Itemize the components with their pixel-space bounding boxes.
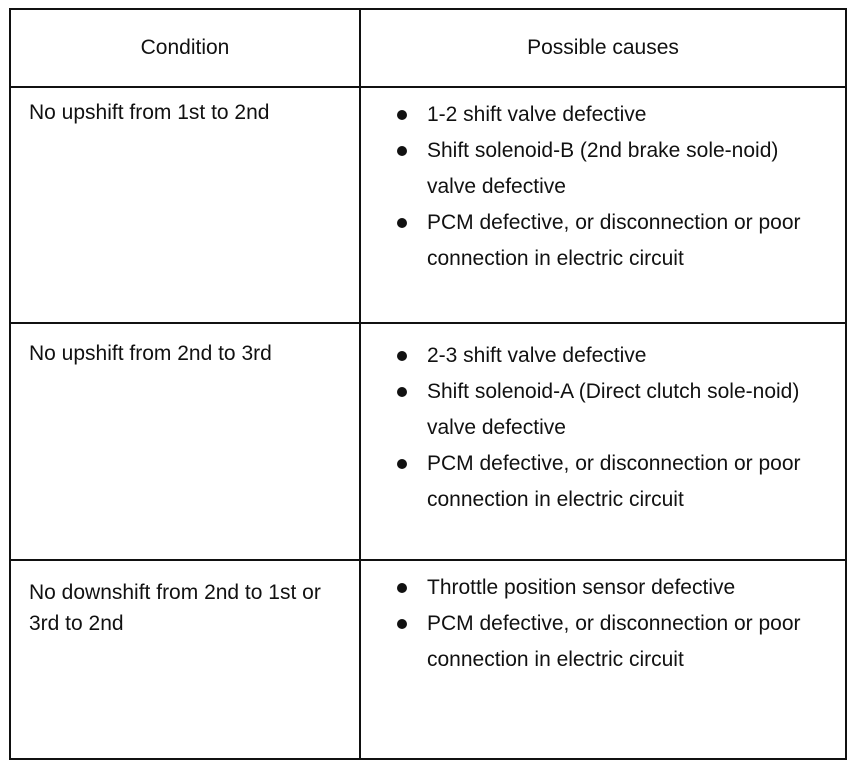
row-condition: No upshift from 2nd to 3rd (29, 342, 272, 365)
cause-text: PCM defective, or disconnection or poor connection in electric circuit (427, 211, 801, 270)
cause-text: Throttle position sensor defective (427, 576, 736, 599)
row-condition: No upshift from 1st to 2nd (29, 101, 270, 124)
cause-text: PCM defective, or disconnection or poor connection in electric circuit (427, 612, 801, 671)
cause-text: 1-2 shift valve defective (427, 103, 647, 126)
header-divider (11, 86, 845, 88)
row-causes-list (393, 97, 833, 277)
bullet-icon (397, 459, 407, 469)
list-item (393, 338, 833, 374)
list-item (393, 97, 833, 133)
header-condition: Condition (140, 36, 230, 59)
row-condition: No downshift from 2nd to 1st or 3rd to 2nd (29, 581, 321, 635)
bullet-icon (397, 583, 407, 593)
row-causes-list (393, 570, 833, 678)
list-item (393, 374, 833, 446)
bullet-icon (397, 619, 407, 629)
bullet-icon (397, 146, 407, 156)
cause-text: PCM defective, or disconnection or poor connection in electric circuit (427, 452, 801, 511)
list-item (393, 606, 833, 678)
cause-text: Shift solenoid-A (Direct clutch sole-noid) valve defective (427, 380, 800, 439)
list-item (393, 570, 833, 606)
row-divider (11, 322, 845, 324)
list-item (393, 205, 833, 277)
bullet-icon (397, 387, 407, 397)
cause-text: Shift solenoid-B (2nd brake sole-noid) valve defective (427, 139, 779, 198)
row-causes-list (393, 338, 833, 518)
header-possible-causes: Possible causes (527, 36, 679, 59)
list-item (393, 133, 833, 205)
bullet-icon (397, 218, 407, 228)
list-item (393, 446, 833, 518)
bullet-icon (397, 351, 407, 361)
column-divider (359, 10, 361, 758)
row-divider (11, 559, 845, 561)
cause-text: 2-3 shift valve defective (427, 344, 647, 367)
troubleshooting-table (9, 8, 847, 760)
bullet-icon (397, 110, 407, 120)
